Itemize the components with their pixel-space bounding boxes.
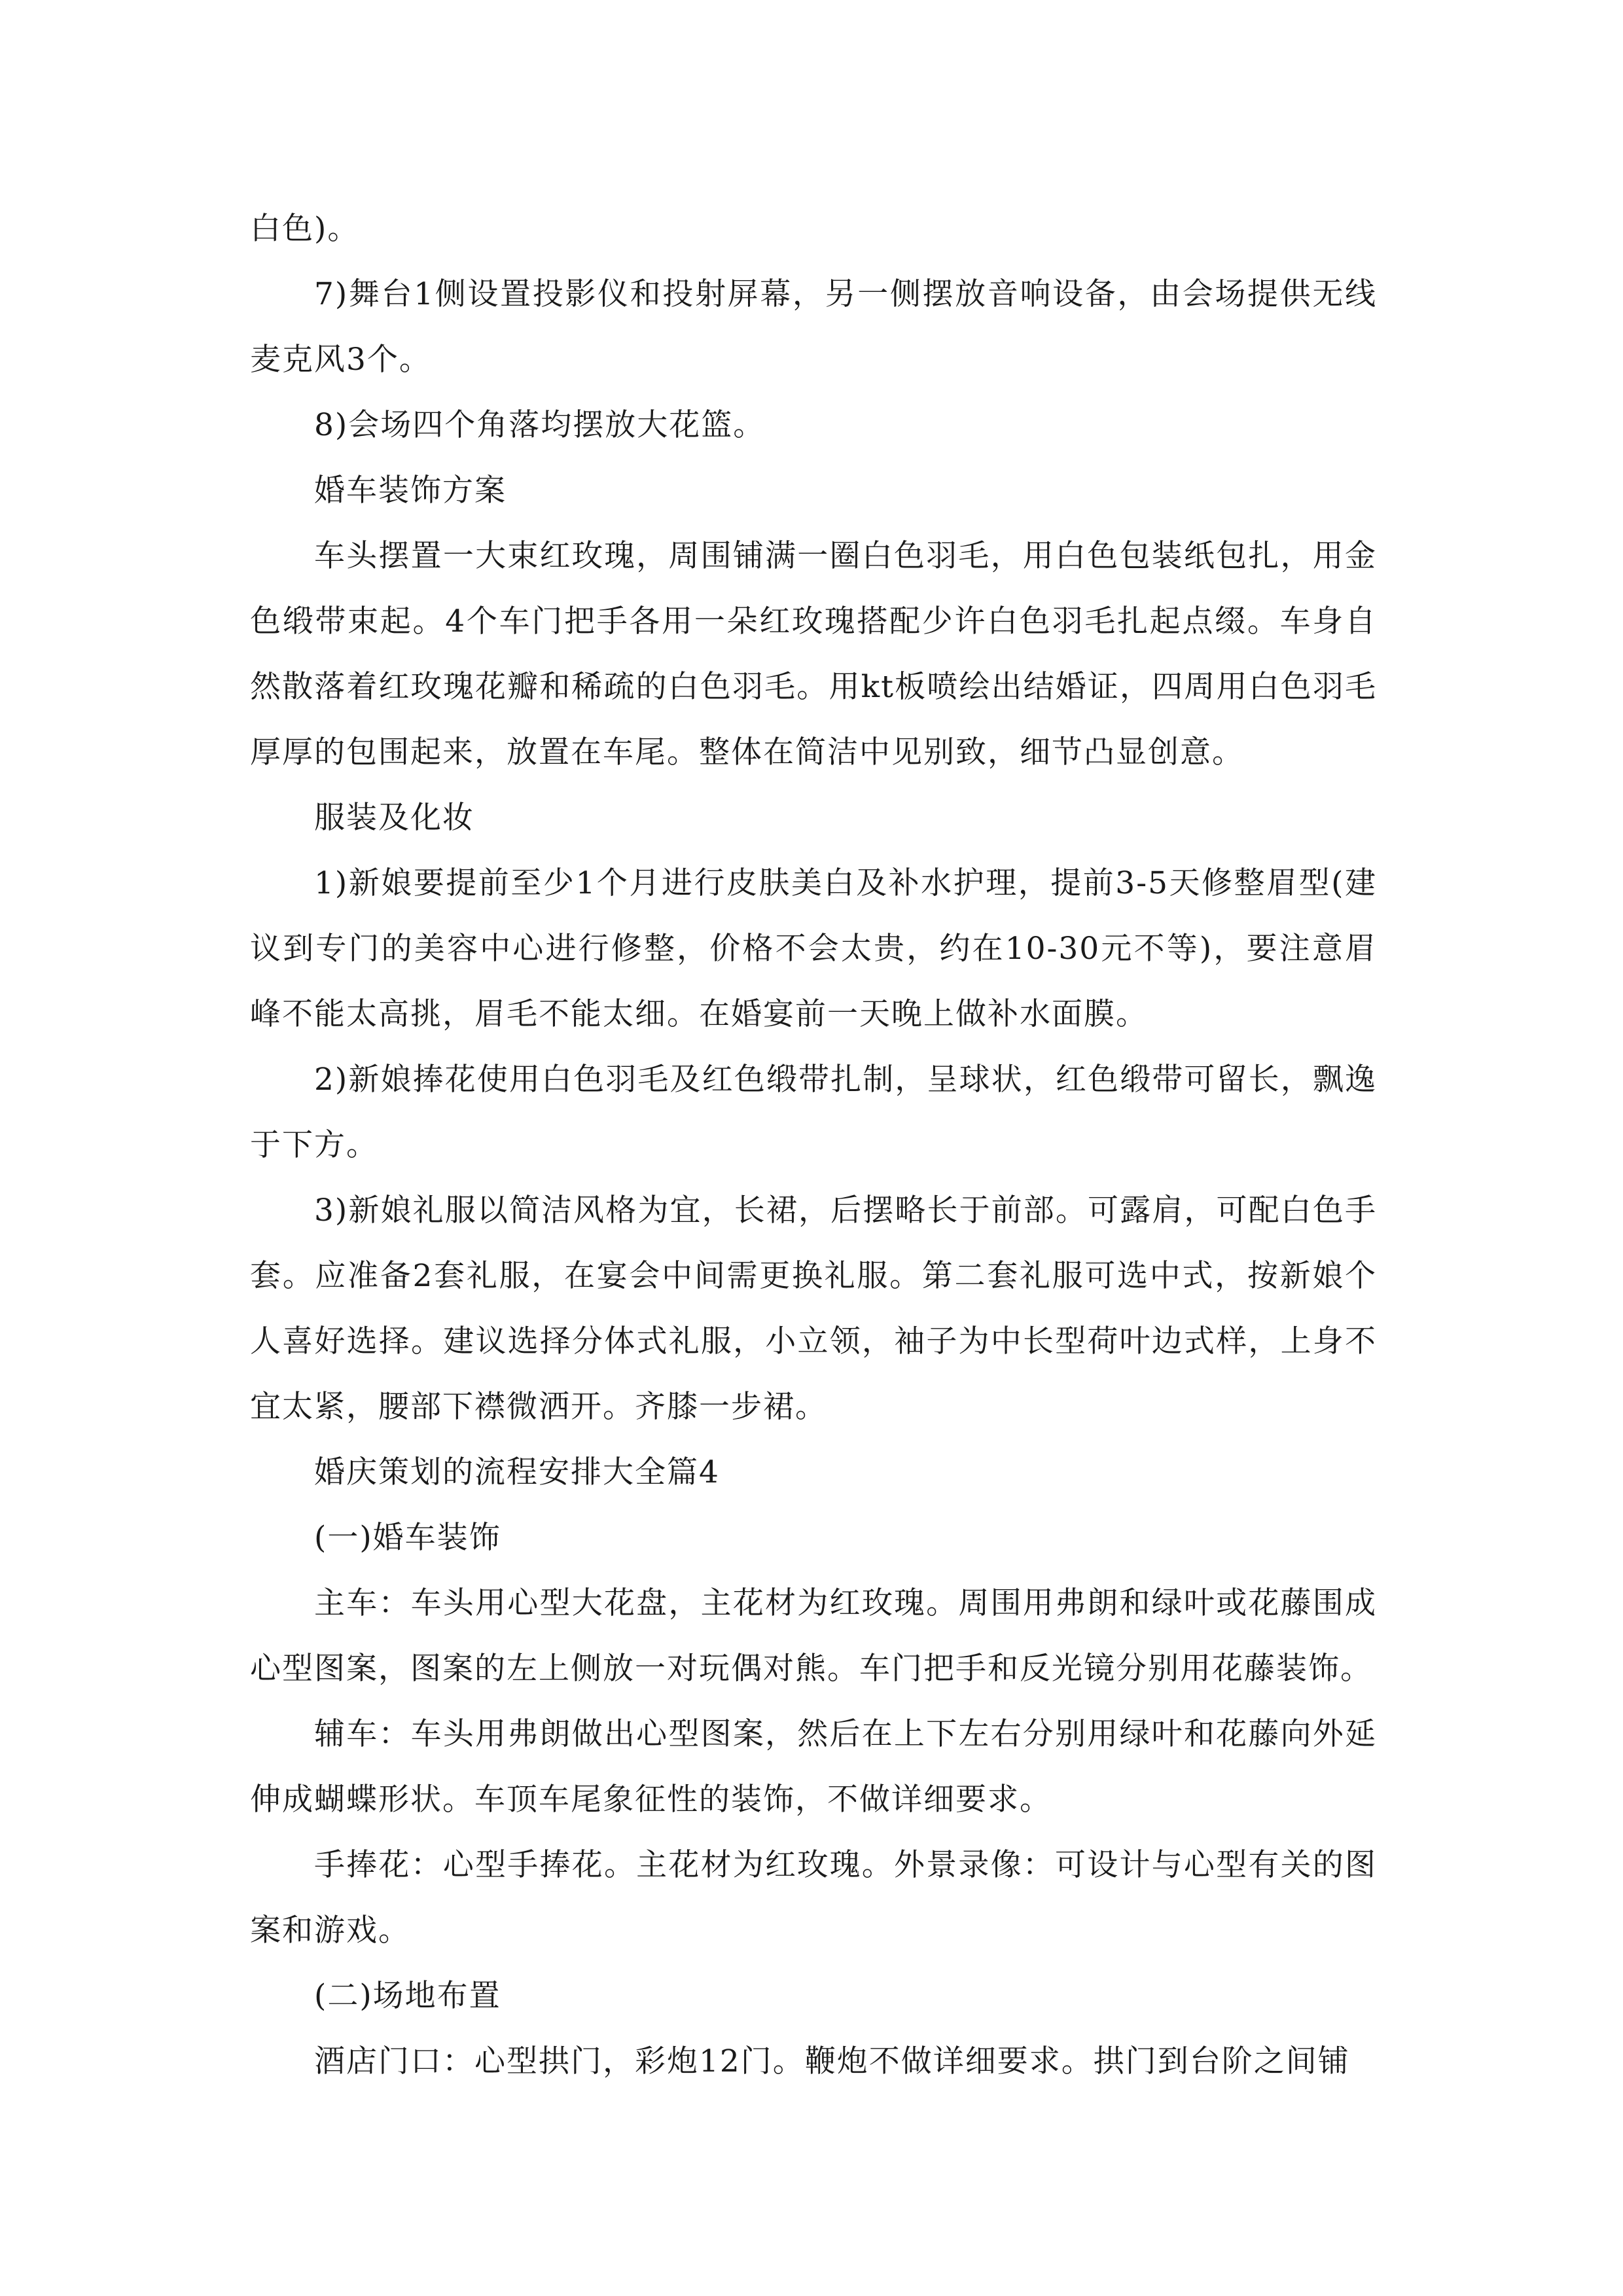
paragraph-costume-1: 1)新娘要提前至少1个月进行皮肤美白及补水护理，提前3-5天修整眉型(建议到专门的美容中心进行修整，价格不会太贵，约在10-30元不等)，要注意眉峰不能太高挑，眉毛不能太细。在婚宴前一天晚上做补水面膜。 <box>250 865 1377 1032</box>
section-heading-costume-makeup: 服装及化妆 <box>314 800 474 836</box>
paragraph-hotel-entrance: 酒店门口：心型拱门，彩炮12门。鞭炮不做详细要求。拱门到台阶之间铺 <box>314 2043 1350 2079</box>
section-heading-car-decoration: 婚车装饰方案 <box>314 473 507 509</box>
subheading-venue-setup: (二)场地布置 <box>314 1978 501 2014</box>
paragraph-car-decoration: 车头摆置一大束红玫瑰，周围铺满一圈白色羽毛，用白色包装纸包扎，用金色缎带束起。4个车门把手各用一朵红玫瑰搭配少许白色羽毛扎起点缀。车身自然散落着红玫瑰花瓣和稀疏的白色羽毛。用kt板喷绘出结婚证，四周用白色羽毛厚厚的包围起来，放置在车尾。整体在简洁中见别致，细节凸显创意。 <box>250 538 1377 770</box>
paragraph-support-car: 辅车：车头用弗朗做出心型图案，然后在上下左右分别用绿叶和花藤向外延伸成蝴蝶形状。车顶车尾象征性的装饰，不做详细要求。 <box>250 1716 1377 1818</box>
section-heading-part-4: 婚庆策划的流程安排大全篇4 <box>314 1454 720 1490</box>
paragraph-item-7: 7)舞台1侧设置投影仪和投射屏幕，另一侧摆放音响设备，由会场提供无线麦克风3个。 <box>250 276 1377 378</box>
paragraph-continuation: 白色)。 <box>250 211 360 247</box>
document-body <box>250 196 1377 2094</box>
paragraph-bouquet: 手捧花：心型手捧花。主花材为红玫瑰。外景录像：可设计与心型有关的图案和游戏。 <box>250 1847 1377 1948</box>
paragraph-main-car: 主车：车头用心型大花盘，主花材为红玫瑰。周围用弗朗和绿叶或花藤围成心型图案，图案的左上侧放一对玩偶对熊。车门把手和反光镜分别用花藤装饰。 <box>250 1585 1377 1687</box>
subheading-car-decoration: (一)婚车装饰 <box>314 1520 501 1556</box>
paragraph-item-8: 8)会场四个角落均摆放大花篮。 <box>314 407 766 443</box>
paragraph-costume-2: 2)新娘捧花使用白色羽毛及红色缎带扎制，呈球状，红色缎带可留长，飘逸于下方。 <box>250 1062 1377 1163</box>
paragraph-costume-3: 3)新娘礼服以简洁风格为宜，长裙，后摆略长于前部。可露肩，可配白色手套。应准备2套礼服，在宴会中间需更换礼服。第二套礼服可选中式，按新娘个人喜好选择。建议选择分体式礼服，小立领，袖子为中长型荷叶边式样，上身不宜太紧，腰部下襟微洒开。齐膝一步裙。 <box>250 1193 1377 1425</box>
